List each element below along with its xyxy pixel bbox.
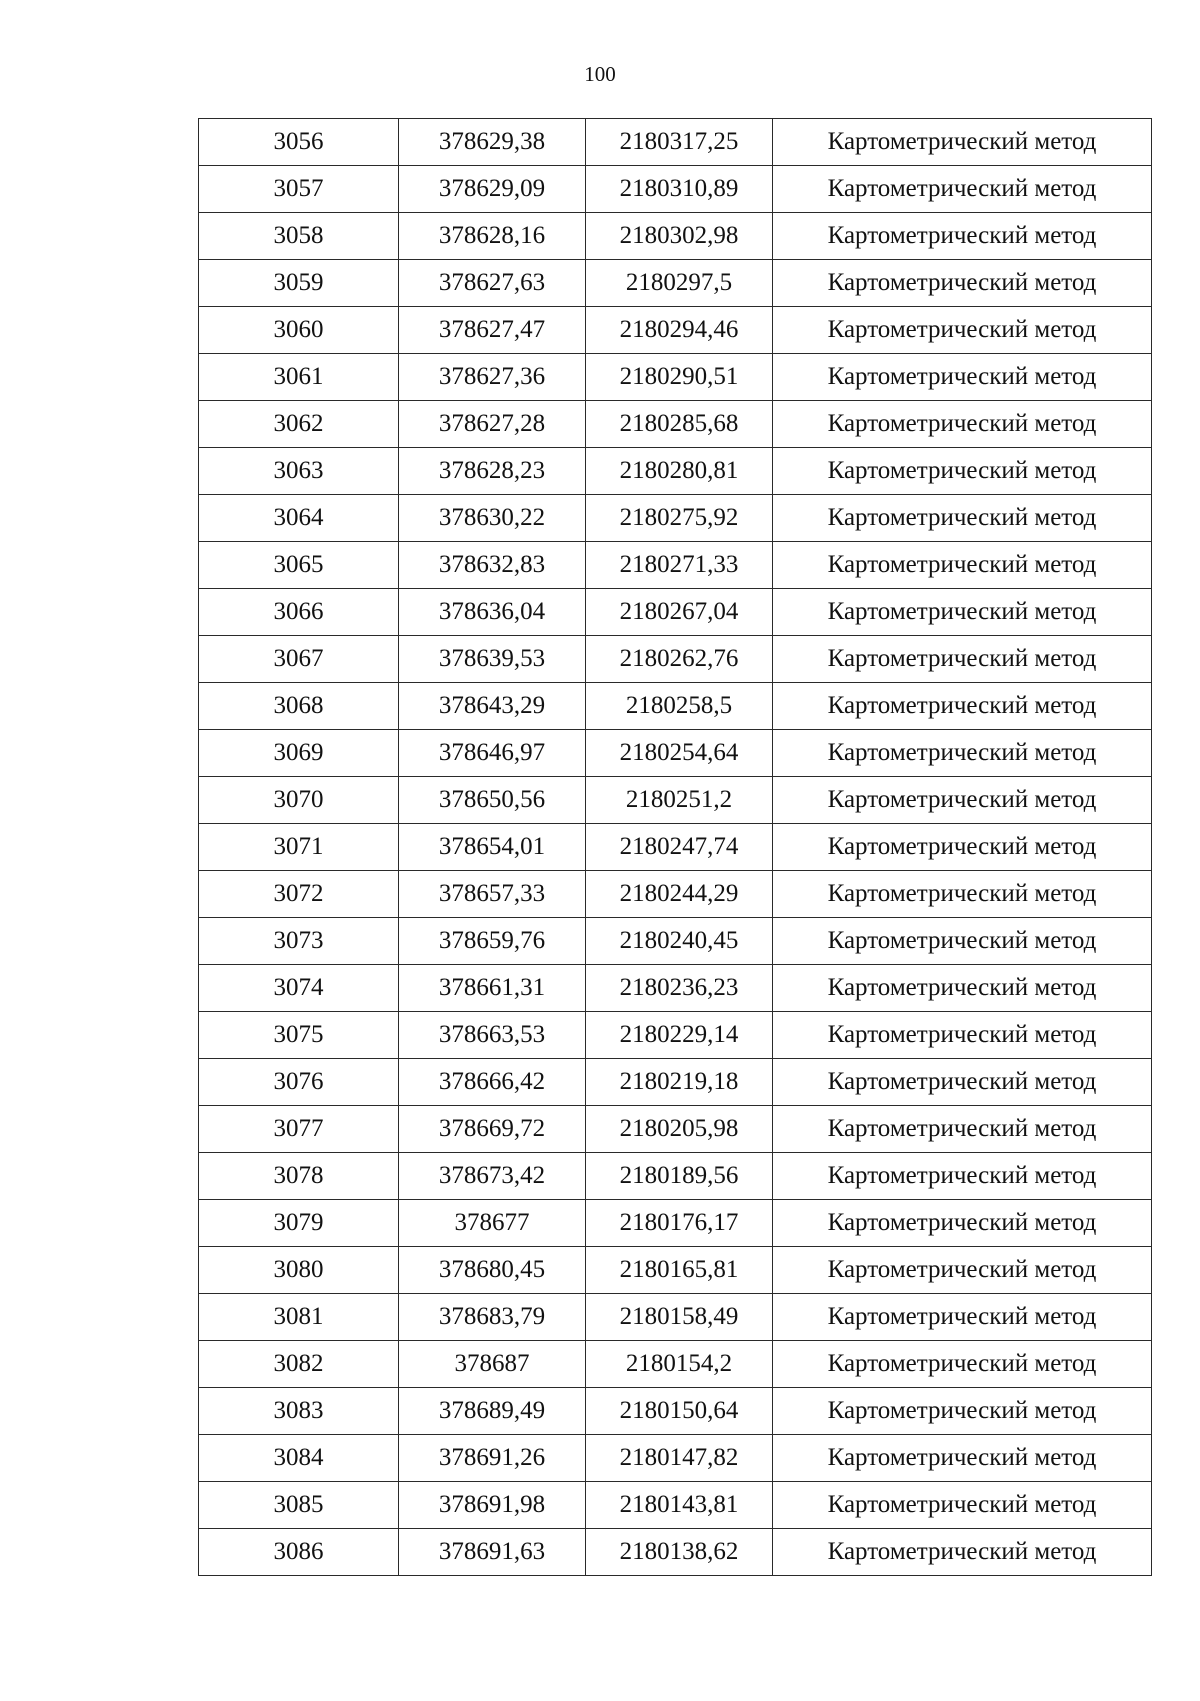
table-row [199,1482,1152,1529]
y-coordinate-cell: 2180302,98 [586,213,773,260]
y-coordinate-cell: 2180189,56 [586,1153,773,1200]
method-cell: Картометрический метод [773,965,1152,1012]
method-cell: Картометрический метод [773,119,1152,166]
y-coordinate-cell: 2180138,62 [586,1529,773,1576]
point-number-cell: 3078 [199,1153,399,1200]
method-cell: Картометрический метод [773,1153,1152,1200]
coordinates-table-body [199,119,1152,1576]
point-number-cell: 3070 [199,777,399,824]
table-row [199,1341,1152,1388]
table-row [199,1059,1152,1106]
y-coordinate-cell: 2180317,25 [586,119,773,166]
x-coordinate-cell: 378629,38 [399,119,586,166]
method-cell: Картометрический метод [773,401,1152,448]
method-cell: Картометрический метод [773,260,1152,307]
table-row [199,589,1152,636]
y-coordinate-cell: 2180267,04 [586,589,773,636]
method-cell: Картометрический метод [773,1247,1152,1294]
table-row [199,354,1152,401]
y-coordinate-cell: 2180280,81 [586,448,773,495]
y-coordinate-cell: 2180262,76 [586,636,773,683]
method-cell: Картометрический метод [773,354,1152,401]
point-number-cell: 3074 [199,965,399,1012]
point-number-cell: 3065 [199,542,399,589]
method-cell: Картометрический метод [773,213,1152,260]
method-cell: Картометрический метод [773,495,1152,542]
point-number-cell: 3060 [199,307,399,354]
y-coordinate-cell: 2180150,64 [586,1388,773,1435]
table-row [199,1106,1152,1153]
x-coordinate-cell: 378673,42 [399,1153,586,1200]
table-row [199,1435,1152,1482]
method-cell: Картометрический метод [773,448,1152,495]
y-coordinate-cell: 2180251,2 [586,777,773,824]
table-row [199,166,1152,213]
x-coordinate-cell: 378630,22 [399,495,586,542]
x-coordinate-cell: 378636,04 [399,589,586,636]
method-cell: Картометрический метод [773,1106,1152,1153]
table-row [199,1153,1152,1200]
x-coordinate-cell: 378627,36 [399,354,586,401]
table-row [199,918,1152,965]
point-number-cell: 3072 [199,871,399,918]
point-number-cell: 3077 [199,1106,399,1153]
x-coordinate-cell: 378691,98 [399,1482,586,1529]
point-number-cell: 3071 [199,824,399,871]
method-cell: Картометрический метод [773,871,1152,918]
x-coordinate-cell: 378627,28 [399,401,586,448]
y-coordinate-cell: 2180219,18 [586,1059,773,1106]
method-cell: Картометрический метод [773,1200,1152,1247]
point-number-cell: 3079 [199,1200,399,1247]
table-row [199,495,1152,542]
x-coordinate-cell: 378659,76 [399,918,586,965]
y-coordinate-cell: 2180229,14 [586,1012,773,1059]
table-row [199,683,1152,730]
x-coordinate-cell: 378628,23 [399,448,586,495]
x-coordinate-cell: 378691,26 [399,1435,586,1482]
x-coordinate-cell: 378687 [399,1341,586,1388]
method-cell: Картометрический метод [773,1012,1152,1059]
point-number-cell: 3067 [199,636,399,683]
point-number-cell: 3075 [199,1012,399,1059]
table-row [199,871,1152,918]
x-coordinate-cell: 378646,97 [399,730,586,777]
method-cell: Картометрический метод [773,730,1152,777]
x-coordinate-cell: 378666,42 [399,1059,586,1106]
point-number-cell: 3061 [199,354,399,401]
y-coordinate-cell: 2180285,68 [586,401,773,448]
x-coordinate-cell: 378654,01 [399,824,586,871]
point-number-cell: 3080 [199,1247,399,1294]
point-number-cell: 3076 [199,1059,399,1106]
method-cell: Картометрический метод [773,1529,1152,1576]
point-number-cell: 3081 [199,1294,399,1341]
method-cell: Картометрический метод [773,166,1152,213]
method-cell: Картометрический метод [773,1435,1152,1482]
point-number-cell: 3057 [199,166,399,213]
table-row [199,213,1152,260]
x-coordinate-cell: 378669,72 [399,1106,586,1153]
method-cell: Картометрический метод [773,542,1152,589]
method-cell: Картометрический метод [773,636,1152,683]
table-row [199,730,1152,777]
x-coordinate-cell: 378629,09 [399,166,586,213]
method-cell: Картометрический метод [773,589,1152,636]
y-coordinate-cell: 2180143,81 [586,1482,773,1529]
point-number-cell: 3068 [199,683,399,730]
x-coordinate-cell: 378663,53 [399,1012,586,1059]
method-cell: Картометрический метод [773,918,1152,965]
point-number-cell: 3058 [199,213,399,260]
y-coordinate-cell: 2180258,5 [586,683,773,730]
point-number-cell: 3056 [199,119,399,166]
point-number-cell: 3066 [199,589,399,636]
method-cell: Картометрический метод [773,824,1152,871]
point-number-cell: 3064 [199,495,399,542]
y-coordinate-cell: 2180290,51 [586,354,773,401]
table-row [199,824,1152,871]
x-coordinate-cell: 378657,33 [399,871,586,918]
y-coordinate-cell: 2180294,46 [586,307,773,354]
table-row [199,777,1152,824]
y-coordinate-cell: 2180236,23 [586,965,773,1012]
y-coordinate-cell: 2180240,45 [586,918,773,965]
y-coordinate-cell: 2180165,81 [586,1247,773,1294]
x-coordinate-cell: 378643,29 [399,683,586,730]
y-coordinate-cell: 2180158,49 [586,1294,773,1341]
x-coordinate-cell: 378628,16 [399,213,586,260]
point-number-cell: 3083 [199,1388,399,1435]
table-row [199,1529,1152,1576]
method-cell: Картометрический метод [773,1388,1152,1435]
method-cell: Картометрический метод [773,307,1152,354]
table-row [199,1247,1152,1294]
x-coordinate-cell: 378627,47 [399,307,586,354]
x-coordinate-cell: 378680,45 [399,1247,586,1294]
method-cell: Картометрический метод [773,1059,1152,1106]
coordinates-table [198,118,1152,1576]
y-coordinate-cell: 2180297,5 [586,260,773,307]
y-coordinate-cell: 2180154,2 [586,1341,773,1388]
table-row [199,1294,1152,1341]
table-row [199,1388,1152,1435]
method-cell: Картометрический метод [773,1294,1152,1341]
table-row [199,119,1152,166]
table-row [199,448,1152,495]
x-coordinate-cell: 378691,63 [399,1529,586,1576]
x-coordinate-cell: 378683,79 [399,1294,586,1341]
method-cell: Картометрический метод [773,683,1152,730]
y-coordinate-cell: 2180254,64 [586,730,773,777]
table-row [199,307,1152,354]
x-coordinate-cell: 378661,31 [399,965,586,1012]
y-coordinate-cell: 2180205,98 [586,1106,773,1153]
y-coordinate-cell: 2180244,29 [586,871,773,918]
method-cell: Картометрический метод [773,1482,1152,1529]
table-row [199,260,1152,307]
point-number-cell: 3069 [199,730,399,777]
y-coordinate-cell: 2180310,89 [586,166,773,213]
y-coordinate-cell: 2180176,17 [586,1200,773,1247]
table-row [199,542,1152,589]
method-cell: Картометрический метод [773,777,1152,824]
table-row [199,965,1152,1012]
x-coordinate-cell: 378677 [399,1200,586,1247]
point-number-cell: 3082 [199,1341,399,1388]
x-coordinate-cell: 378632,83 [399,542,586,589]
point-number-cell: 3063 [199,448,399,495]
point-number-cell: 3084 [199,1435,399,1482]
table-row [199,401,1152,448]
table-row [199,1012,1152,1059]
x-coordinate-cell: 378689,49 [399,1388,586,1435]
point-number-cell: 3073 [199,918,399,965]
y-coordinate-cell: 2180247,74 [586,824,773,871]
table-row [199,636,1152,683]
y-coordinate-cell: 2180147,82 [586,1435,773,1482]
method-cell: Картометрический метод [773,1341,1152,1388]
x-coordinate-cell: 378639,53 [399,636,586,683]
x-coordinate-cell: 378650,56 [399,777,586,824]
point-number-cell: 3059 [199,260,399,307]
page-number: 100 [584,62,616,86]
point-number-cell: 3086 [199,1529,399,1576]
y-coordinate-cell: 2180275,92 [586,495,773,542]
table-row [199,1200,1152,1247]
point-number-cell: 3085 [199,1482,399,1529]
x-coordinate-cell: 378627,63 [399,260,586,307]
y-coordinate-cell: 2180271,33 [586,542,773,589]
point-number-cell: 3062 [199,401,399,448]
